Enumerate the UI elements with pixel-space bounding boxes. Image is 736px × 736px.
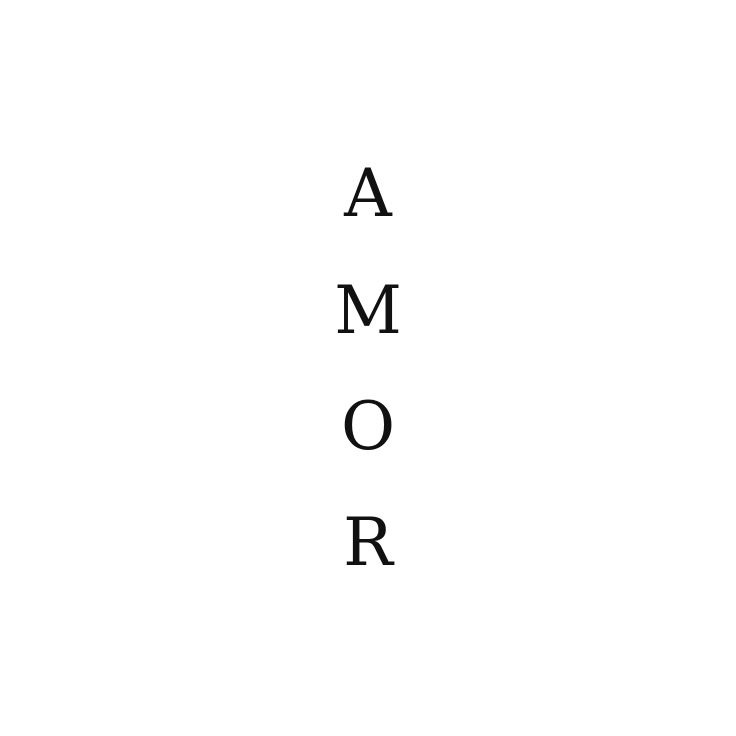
letter-r: R — [343, 504, 393, 581]
letter-m: M — [334, 272, 402, 349]
letter-a: A — [344, 155, 392, 232]
letter-o: O — [340, 388, 396, 465]
